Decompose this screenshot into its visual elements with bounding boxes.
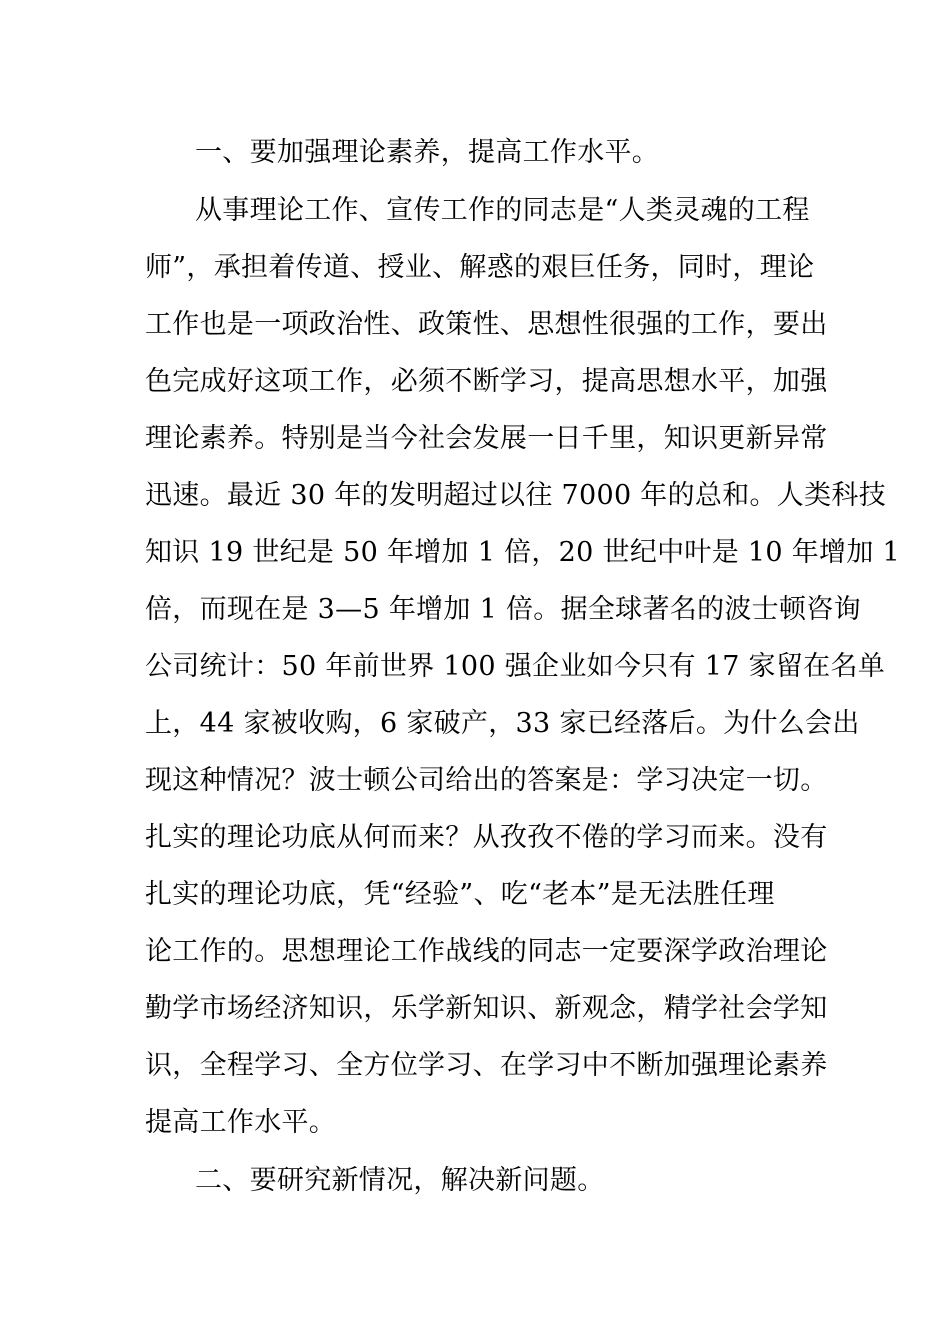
section-heading-1: 一、要加强理论素养，提高工作水平。	[195, 137, 660, 168]
paragraph-line: 师”，承担着传道、授业、解惑的艰巨任务，同时，理论	[145, 252, 815, 283]
paragraph-line: 提高工作水平。	[145, 1107, 337, 1138]
paragraph-line: 勤学市场经济知识，乐学新知识、新观念，精学社会学知	[145, 993, 828, 1024]
paragraph-line: 倍，而现在是 3—5 年增加 1 倍。据全球著名的波士顿咨询	[145, 594, 861, 625]
paragraph-line: 扎实的理论功底，凭“经验”、吃“老本”是无法胜任理	[145, 879, 775, 910]
paragraph-line: 迅速。最近 30 年的发明超过以往 7000 年的总和。人类科技	[145, 480, 886, 511]
paragraph-line: 从事理论工作、宣传工作的同志是“人类灵魂的工程	[195, 195, 810, 226]
paragraph-line: 论工作的。思想理论工作战线的同志一定要深学政治理论	[145, 936, 828, 967]
paragraph-line: 识，全程学习、全方位学习、在学习中不断加强理论素养	[145, 1050, 828, 1081]
paragraph-line: 公司统计：50 年前世界 100 强企业如今只有 17 家留在名单	[145, 651, 886, 682]
paragraph-line: 现这种情况？波士顿公司给出的答案是：学习决定一切。	[145, 765, 828, 796]
paragraph-line: 理论素养。特别是当今社会发展一日千里，知识更新异常	[145, 423, 828, 454]
paragraph-line: 工作也是一项政治性、政策性、思想性很强的工作，要出	[145, 309, 828, 340]
section-heading-2: 二、要研究新情况，解决新问题。	[195, 1165, 605, 1196]
paragraph-line: 知识 19 世纪是 50 年增加 1 倍，20 世纪中叶是 10 年增加 1	[145, 537, 901, 568]
paragraph-line: 扎实的理论功底从何而来？从孜孜不倦的学习而来。没有	[145, 822, 828, 853]
paragraph-line: 上，44 家被收购，6 家破产，33 家已经落后。为什么会出	[145, 708, 860, 739]
paragraph-line: 色完成好这项工作，必须不断学习，提高思想水平，加强	[145, 366, 828, 397]
